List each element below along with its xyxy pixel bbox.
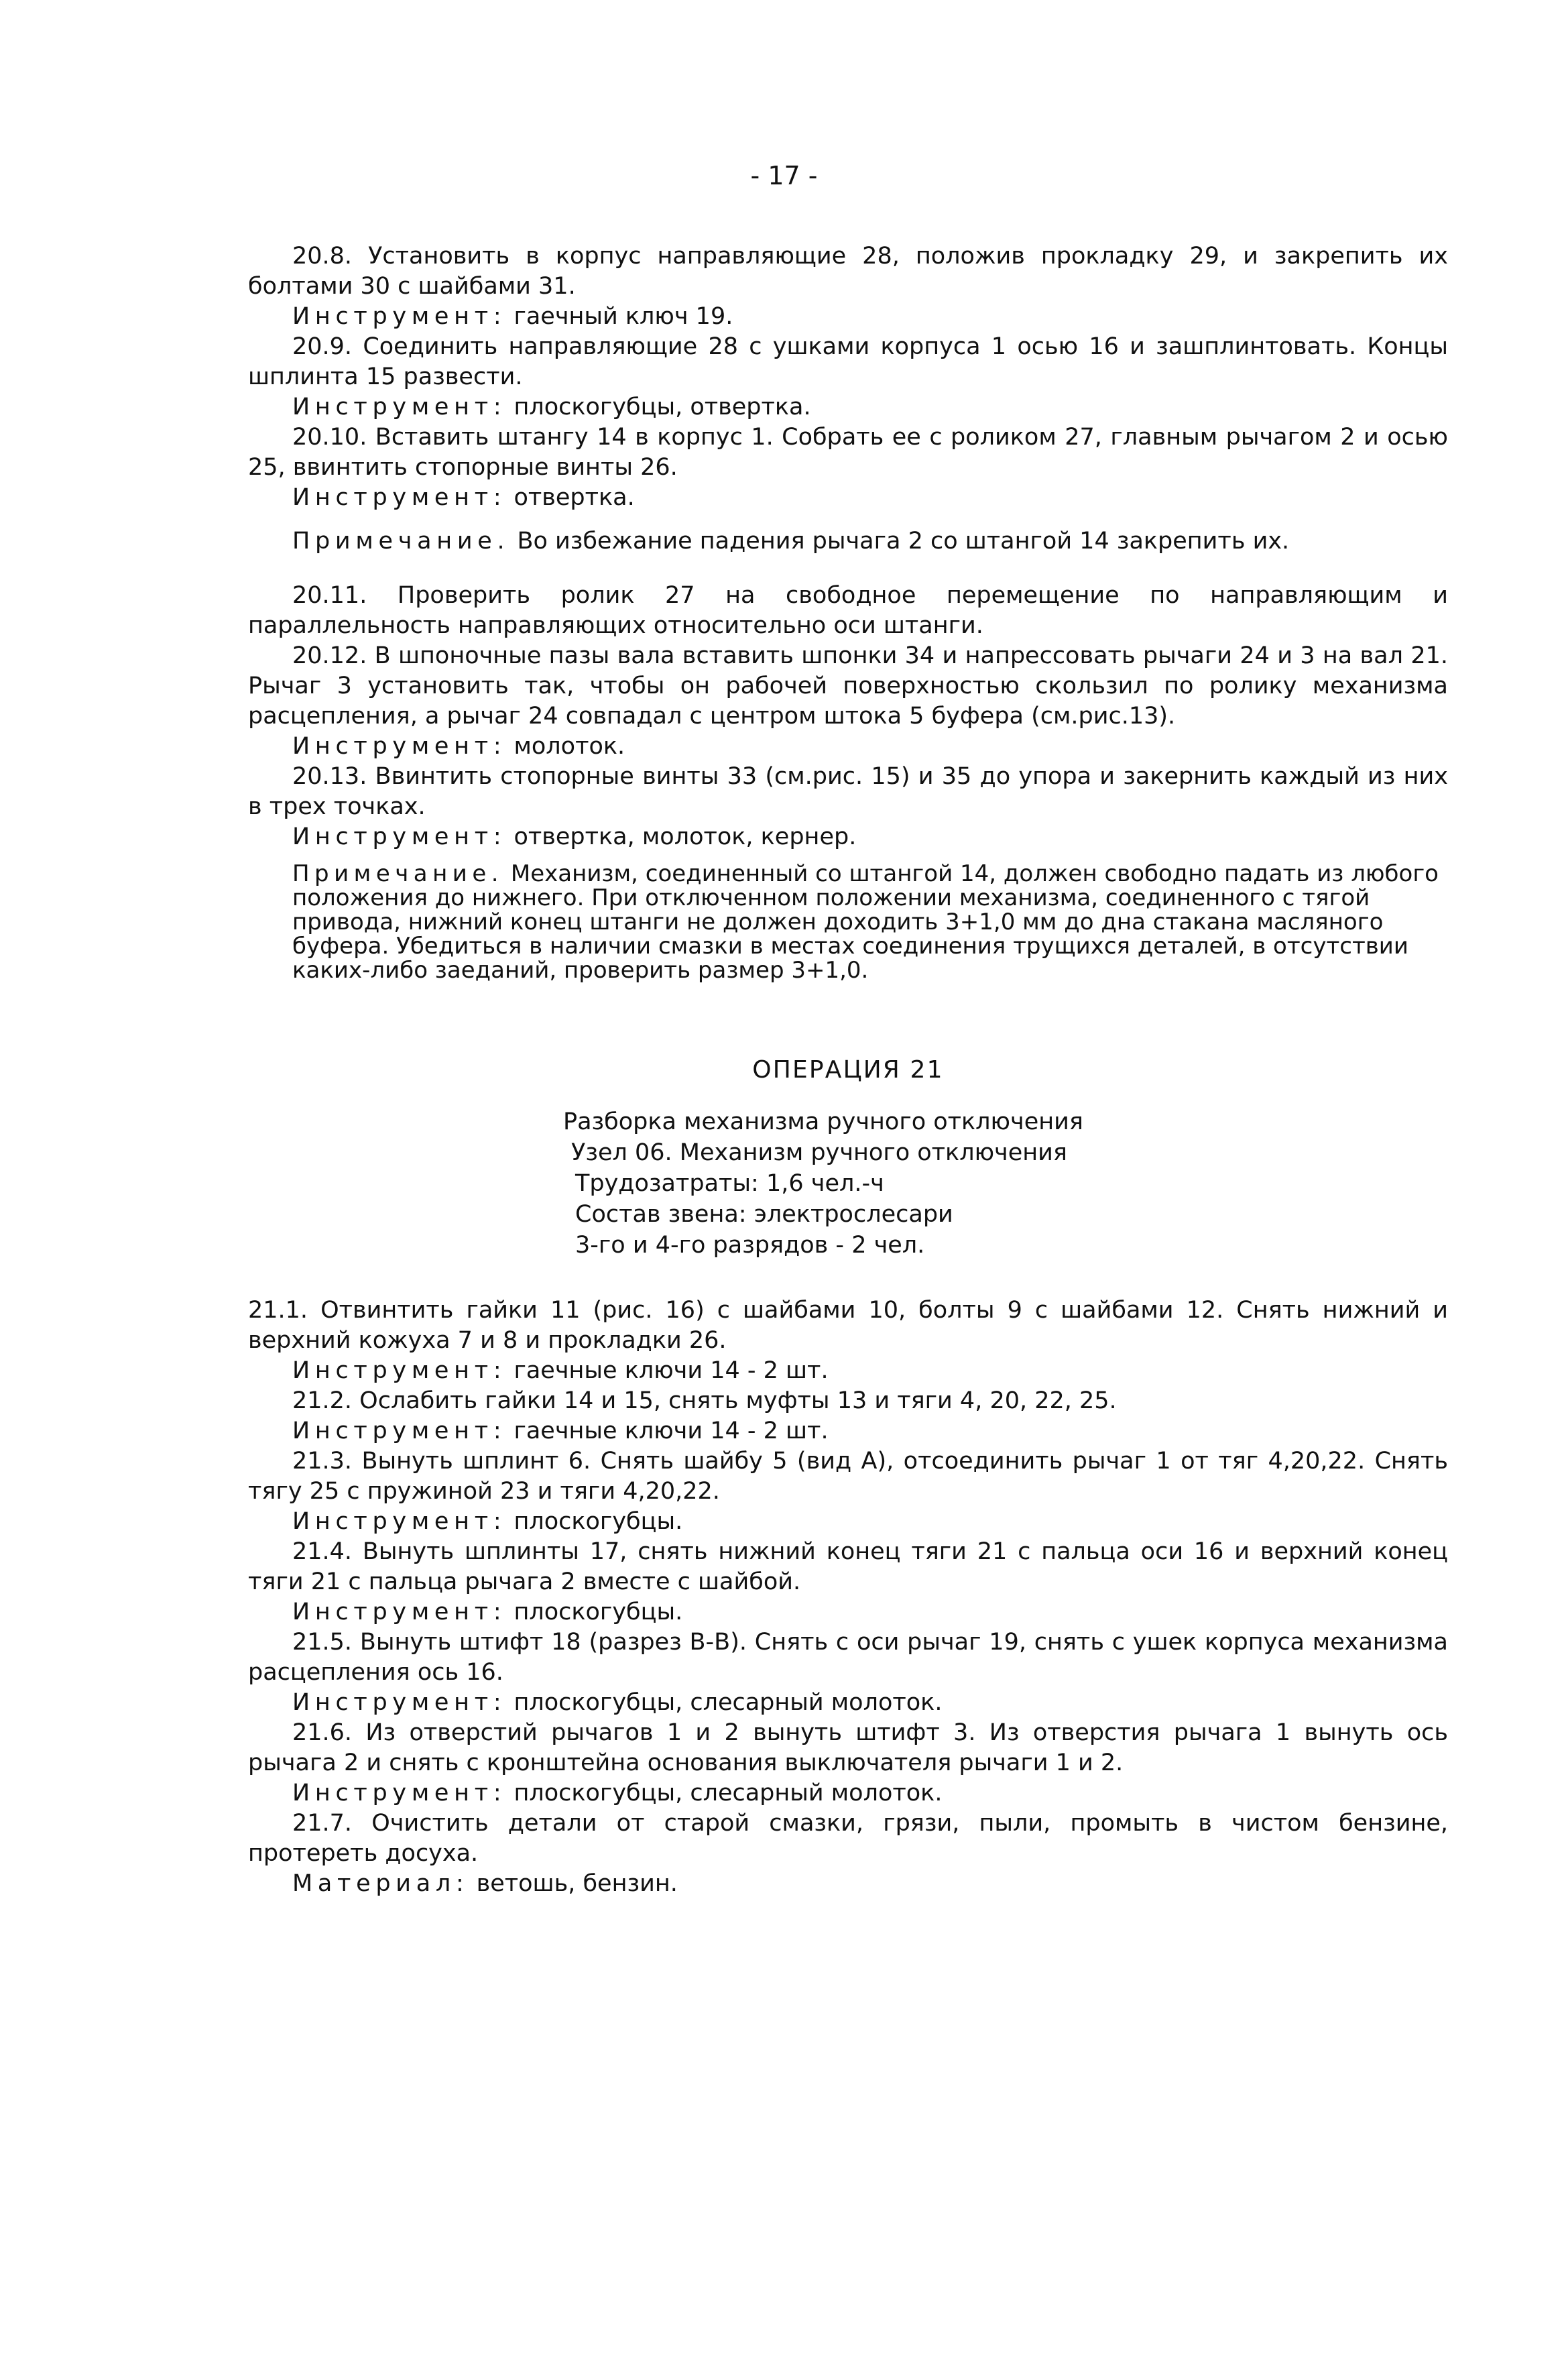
tool-label: Инструмент: <box>292 1780 507 1806</box>
step-paragraph: 20.13. Ввинтить стопорные винты 33 (см.рис. 15) и 35 до упора и закернить каждый из них в трех точках. <box>248 763 1448 820</box>
note-text: Во избежание падения рычага 2 со штангой 14 закрепить их. <box>517 528 1290 555</box>
tool-line <box>248 302 1448 332</box>
operation-info <box>563 1106 1448 1261</box>
operation-crew: Состав звена: электрослесари <box>575 1201 953 1228</box>
tool-label: Инструмент: <box>292 1689 507 1716</box>
operation-name: Разборка механизма ручного отключения <box>563 1108 1083 1135</box>
tool-text: ветошь, бензин. <box>476 1870 678 1897</box>
step-paragraph: 21.5. Вынуть штифт 18 (разрез В-В). Снять с оси рычаг 19, снять с ушек корпуса механизма расцепления ось 16. <box>248 1629 1448 1686</box>
note-label: Примечание. <box>292 860 504 887</box>
step-paragraph: 21.4. Вынуть шплинты 17, снять нижний конец тяги 21 с пальца оси 16 и верхний конец тяги 21 с пальца рычага 2 вместе с шайбой. <box>248 1538 1448 1595</box>
tool-label: Инструмент: <box>292 1418 507 1444</box>
step-paragraph: 20.8. Установить в корпус направляющие 28, положив прокладку 29, и закрепить их болтами 30 с шайбами 31. <box>248 243 1448 300</box>
tool-text: отвертка, молоток, кернер. <box>514 823 857 850</box>
tool-label: Инструмент: <box>292 394 507 420</box>
step-paragraph: 20.10. Вставить штангу 14 в корпус 1. Собрать ее с роликом 27, главным рычагом 2 и осью 25, ввинтить стопорные винты 26. <box>248 424 1448 481</box>
section-20-steps <box>248 241 1448 513</box>
step-paragraph: 21.6. Из отверстий рычагов 1 и 2 вынуть штифт 3. Из отверстия рычага 1 вынуть ось рычага 2 и снять с кронштейна основания выключателя рычаги 1 и 2. <box>248 1719 1448 1776</box>
operation-labor: Трудозатраты: 1,6 чел.-ч <box>575 1170 884 1197</box>
tool-label: Инструмент: <box>292 1599 507 1625</box>
tool-line <box>248 483 1448 513</box>
tool-label: Инструмент: <box>292 484 507 511</box>
tool-line <box>248 732 1448 762</box>
tool-text: плоскогубцы. <box>514 1599 683 1625</box>
tool-line <box>248 1416 1448 1446</box>
page-content <box>248 241 1448 1899</box>
tool-label: Инструмент: <box>292 1508 507 1535</box>
tool-line <box>248 1778 1448 1808</box>
tool-text: гаечные ключи 14 - 2 шт. <box>514 1418 829 1444</box>
section-20-steps-continued <box>248 581 1448 852</box>
step-paragraph: 21.7. Очистить детали от старой смазки, грязи, пыли, промыть в чистом бензине, протереть досуха. <box>248 1810 1448 1867</box>
section-21-steps <box>248 1296 1448 1899</box>
note-2 <box>292 862 1448 982</box>
tool-label: Инструмент: <box>292 823 507 850</box>
tool-label: Инструмент: <box>292 303 507 330</box>
operation-title: ОПЕРАЦИЯ 21 <box>752 1056 944 1084</box>
operation-unit: Узел 06. Механизм ручного отключения <box>571 1139 1067 1166</box>
tool-text: плоскогубцы. <box>514 1508 683 1535</box>
tool-text: плоскогубцы, слесарный молоток. <box>514 1689 943 1716</box>
tool-line <box>248 1869 1448 1899</box>
tool-line <box>248 1356 1448 1386</box>
tool-line <box>248 822 1448 852</box>
step-paragraph: 21.1. Отвинтить гайки 11 (рис. 16) с шайбами 10, болты 9 с шайбами 12. Снять нижний и верхний кожуха 7 и 8 и прокладки 26. <box>248 1297 1448 1354</box>
tool-label: Инструмент: <box>292 733 507 760</box>
step-paragraph: 21.3. Вынуть шплинт 6. Снять шайбу 5 (вид А), отсоединить рычаг 1 от тяг 4,20,22. Снять тягу 25 с пружиной 23 и тяги 4,20,22. <box>248 1448 1448 1505</box>
note-text: Механизм, соединенный со штангой 14, должен свободно падать из любого положения до нижнего. При отключенном положении механизма, соединенного с тягой привода, нижний конец штанги не должен доходить 3+1,0 мм до дна стакана масляного буфера. Убедиться в наличии смазки в местах соединения трущихся деталей, в отсутствии каких-либо заеданий, проверить размер 3+1,0. <box>292 860 1439 984</box>
step-paragraph: 20.11. Проверить ролик 27 на свободное перемещение по направляющим и параллельность направляющих относительно оси штанги. <box>248 582 1448 639</box>
step-paragraph: 21.2. Ослабить гайки 14 и 15, снять муфты 13 и тяги 4, 20, 22, 25. <box>292 1387 1117 1414</box>
tool-text: гаечный ключ 19. <box>514 303 733 330</box>
tool-label: Материал: <box>292 1870 469 1897</box>
page-number: - 17 - <box>750 161 818 190</box>
tool-text: плоскогубцы, слесарный молоток. <box>514 1780 943 1806</box>
tool-text: молоток. <box>514 733 625 760</box>
note-label: Примечание. <box>292 528 510 555</box>
tool-text: гаечные ключи 14 - 2 шт. <box>514 1357 829 1384</box>
tool-line <box>248 1507 1448 1537</box>
note-1 <box>292 526 1448 557</box>
tool-line <box>248 1688 1448 1718</box>
tool-text: плоскогубцы, отвертка. <box>514 394 811 420</box>
operation-crew-grade: 3-го и 4-го разрядов - 2 чел. <box>575 1232 925 1259</box>
tool-text: отвертка. <box>514 484 635 511</box>
tool-line <box>248 392 1448 422</box>
tool-label: Инструмент: <box>292 1357 507 1384</box>
step-paragraph: 20.12. В шпоночные пазы вала вставить шпонки 34 и напрессовать рычаги 24 и 3 на вал 21. Рычаг 3 установить так, чтобы он рабочей поверхностью скользил по ролику механизма расцепления, а рычаг 24 совпадал с центром штока 5 буфера (см.рис.13). <box>248 642 1448 730</box>
step-paragraph: 20.9. Соединить направляющие 28 с ушками корпуса 1 осью 16 и зашплинтовать. Концы шплинта 15 развести. <box>248 333 1448 390</box>
tool-line <box>248 1597 1448 1627</box>
